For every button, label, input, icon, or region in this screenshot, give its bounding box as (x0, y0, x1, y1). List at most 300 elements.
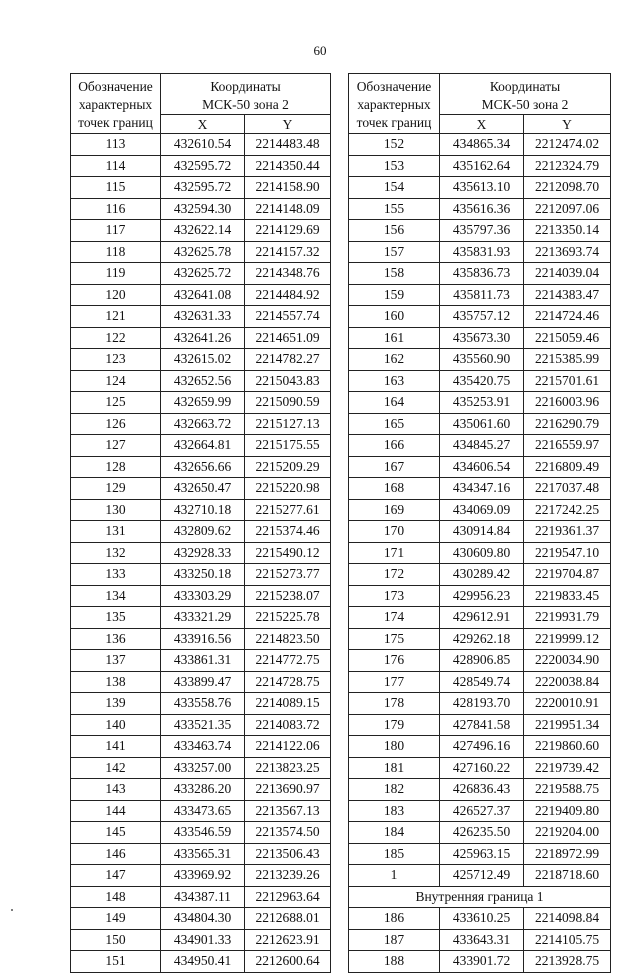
y-cell: 2219860.60 (524, 736, 611, 758)
point-id-cell: 171 (349, 542, 440, 564)
y-cell: 2219951.34 (524, 714, 611, 736)
table-row (349, 929, 611, 951)
point-id-cell: 144 (71, 800, 161, 822)
x-cell: 432622.14 (161, 220, 245, 242)
point-id-cell: 129 (71, 478, 161, 500)
y-cell: 2212600.64 (245, 951, 331, 973)
point-id-cell: 174 (349, 607, 440, 629)
x-cell: 435613.10 (440, 177, 524, 199)
table-row (349, 392, 611, 414)
y-cell: 2214350.44 (245, 155, 331, 177)
point-id-cell: 122 (71, 327, 161, 349)
y-cell: 2212474.02 (524, 134, 611, 156)
y-cell: 2214158.90 (245, 177, 331, 199)
x-cell: 427496.16 (440, 736, 524, 758)
x-cell: 426235.50 (440, 822, 524, 844)
header-coordinates (440, 74, 611, 115)
x-cell: 432659.99 (161, 392, 245, 414)
x-cell: 435061.60 (440, 413, 524, 435)
y-cell: 2215273.77 (245, 564, 331, 586)
table-row (71, 585, 331, 607)
x-cell: 432650.47 (161, 478, 245, 500)
x-cell: 428193.70 (440, 693, 524, 715)
y-cell: 2215238.07 (245, 585, 331, 607)
table-row (71, 327, 331, 349)
y-cell: 2216809.49 (524, 456, 611, 478)
y-cell: 2214129.69 (245, 220, 331, 242)
point-id-cell: 164 (349, 392, 440, 414)
x-cell: 427160.22 (440, 757, 524, 779)
x-cell: 434069.09 (440, 499, 524, 521)
point-id-cell: 140 (71, 714, 161, 736)
table-row (349, 284, 611, 306)
table-row (349, 220, 611, 242)
x-cell: 433463.74 (161, 736, 245, 758)
table-row (71, 671, 331, 693)
table-row (71, 306, 331, 328)
table-row (349, 413, 611, 435)
point-id-cell: 176 (349, 650, 440, 672)
x-cell: 433303.29 (161, 585, 245, 607)
x-cell: 434845.27 (440, 435, 524, 457)
y-cell: 2214728.75 (245, 671, 331, 693)
header-point-label (349, 74, 440, 134)
point-id-cell: 153 (349, 155, 440, 177)
x-cell: 433286.20 (161, 779, 245, 801)
point-id-cell: 138 (71, 671, 161, 693)
table-row (71, 349, 331, 371)
x-cell: 433521.35 (161, 714, 245, 736)
table-row (349, 134, 611, 156)
table-row (71, 843, 331, 865)
y-cell: 2213350.14 (524, 220, 611, 242)
header-coords-line-2: МСК-50 зона 2 (202, 97, 289, 112)
header-coords-line-2: МСК-50 зона 2 (481, 97, 569, 112)
y-cell: 2214483.48 (245, 134, 331, 156)
table-row (71, 542, 331, 564)
x-cell: 427841.58 (440, 714, 524, 736)
point-id-cell: 161 (349, 327, 440, 349)
x-cell: 435560.90 (440, 349, 524, 371)
x-cell: 435836.73 (440, 263, 524, 285)
point-id-cell: 143 (71, 779, 161, 801)
y-cell: 2215225.78 (245, 607, 331, 629)
x-cell: 432664.81 (161, 435, 245, 457)
x-cell: 425963.15 (440, 843, 524, 865)
point-id-cell: 113 (71, 134, 161, 156)
x-cell: 429612.91 (440, 607, 524, 629)
table-row (71, 650, 331, 672)
y-cell: 2213690.97 (245, 779, 331, 801)
point-id-cell: 116 (71, 198, 161, 220)
x-cell: 428906.85 (440, 650, 524, 672)
header-label-line-3: точек границ (78, 115, 153, 130)
table-row (349, 177, 611, 199)
y-cell: 2214823.50 (245, 628, 331, 650)
x-cell: 428549.74 (440, 671, 524, 693)
point-id-cell: 133 (71, 564, 161, 586)
x-cell: 435811.73 (440, 284, 524, 306)
point-id-cell: 156 (349, 220, 440, 242)
point-id-cell: 150 (71, 929, 161, 951)
point-id-cell: 173 (349, 585, 440, 607)
point-id-cell: 154 (349, 177, 440, 199)
table-row (349, 585, 611, 607)
table-row (71, 800, 331, 822)
x-cell: 433861.31 (161, 650, 245, 672)
y-cell: 2215209.29 (245, 456, 331, 478)
point-id-cell: 125 (71, 392, 161, 414)
table-row (71, 521, 331, 543)
x-cell: 433321.29 (161, 607, 245, 629)
scan-speck (11, 909, 13, 911)
point-id-cell: 155 (349, 198, 440, 220)
table-row (349, 693, 611, 715)
x-cell: 433969.92 (161, 865, 245, 887)
table-row (349, 241, 611, 263)
point-id-cell: 157 (349, 241, 440, 263)
y-cell: 2212097.06 (524, 198, 611, 220)
table-row (349, 607, 611, 629)
table-row (71, 886, 331, 908)
x-cell: 432625.78 (161, 241, 245, 263)
x-cell: 432595.72 (161, 155, 245, 177)
x-cell: 434901.33 (161, 929, 245, 951)
table-row (71, 628, 331, 650)
table-row (349, 370, 611, 392)
y-cell: 2215127.13 (245, 413, 331, 435)
y-cell: 2214782.27 (245, 349, 331, 371)
x-cell: 435797.36 (440, 220, 524, 242)
x-cell: 434865.34 (440, 134, 524, 156)
y-cell: 2220038.84 (524, 671, 611, 693)
table-row (71, 607, 331, 629)
y-cell: 2219999.12 (524, 628, 611, 650)
y-cell: 2212963.64 (245, 886, 331, 908)
section-row (349, 886, 611, 908)
y-cell: 2219409.80 (524, 800, 611, 822)
point-id-cell: 121 (71, 306, 161, 328)
y-cell: 2214383.47 (524, 284, 611, 306)
y-cell: 2213567.13 (245, 800, 331, 822)
y-cell: 2212688.01 (245, 908, 331, 930)
table-row (71, 757, 331, 779)
x-cell: 429262.18 (440, 628, 524, 650)
x-cell: 434804.30 (161, 908, 245, 930)
x-cell: 432652.56 (161, 370, 245, 392)
point-id-cell: 134 (71, 585, 161, 607)
point-id-cell: 186 (349, 908, 440, 930)
x-cell: 432656.66 (161, 456, 245, 478)
y-cell: 2213693.74 (524, 241, 611, 263)
y-cell: 2213928.75 (524, 951, 611, 973)
x-cell: 434387.11 (161, 886, 245, 908)
point-id-cell: 160 (349, 306, 440, 328)
point-id-cell: 182 (349, 779, 440, 801)
header-label-line-1: Обозначение (356, 79, 432, 94)
table-row (71, 413, 331, 435)
point-id-cell: 181 (349, 757, 440, 779)
page-number: 60 (313, 43, 327, 58)
point-id-cell: 187 (349, 929, 440, 951)
y-cell: 2214039.04 (524, 263, 611, 285)
point-id-cell: 172 (349, 564, 440, 586)
point-id-cell: 175 (349, 628, 440, 650)
header-x: X (161, 115, 245, 134)
y-cell: 2219588.75 (524, 779, 611, 801)
table-row (71, 714, 331, 736)
header-label-line-1: Обозначение (78, 79, 153, 94)
table-body-right (349, 134, 611, 973)
x-cell: 432610.54 (161, 134, 245, 156)
header-coords-line-1: Координаты (489, 79, 561, 94)
table-row (349, 800, 611, 822)
x-cell: 435831.93 (440, 241, 524, 263)
table-row (349, 843, 611, 865)
point-id-cell: 185 (349, 843, 440, 865)
table-row (349, 908, 611, 930)
table-row (349, 736, 611, 758)
header-y: Y (245, 115, 331, 134)
y-cell: 2215374.46 (245, 521, 331, 543)
x-cell: 433643.31 (440, 929, 524, 951)
y-cell: 2215043.83 (245, 370, 331, 392)
x-cell: 432631.33 (161, 306, 245, 328)
table-row (349, 499, 611, 521)
y-cell: 2214105.75 (524, 929, 611, 951)
table-row (71, 865, 331, 887)
x-cell: 434347.16 (440, 478, 524, 500)
x-cell: 433558.76 (161, 693, 245, 715)
header-x: X (440, 115, 524, 134)
x-cell: 435616.36 (440, 198, 524, 220)
table-row (349, 822, 611, 844)
point-id-cell: 124 (71, 370, 161, 392)
y-cell: 2215277.61 (245, 499, 331, 521)
y-cell: 2218972.99 (524, 843, 611, 865)
point-id-cell: 123 (71, 349, 161, 371)
y-cell: 2215175.55 (245, 435, 331, 457)
table-row (71, 779, 331, 801)
point-id-cell: 119 (71, 263, 161, 285)
point-id-cell: 130 (71, 499, 161, 521)
point-id-cell: 146 (71, 843, 161, 865)
table-row (71, 134, 331, 156)
table-row (349, 198, 611, 220)
table-row (71, 370, 331, 392)
header-label-line-3: точек границ (356, 115, 432, 130)
header-coords-line-1: Координаты (210, 79, 281, 94)
coordinates-table-right (348, 73, 611, 973)
table-row (71, 241, 331, 263)
y-cell: 2217242.25 (524, 499, 611, 521)
point-id-cell: 128 (71, 456, 161, 478)
point-id-cell: 141 (71, 736, 161, 758)
x-cell: 433901.72 (440, 951, 524, 973)
table-row (349, 757, 611, 779)
table-row (71, 284, 331, 306)
y-cell: 2214089.15 (245, 693, 331, 715)
y-cell: 2213506.43 (245, 843, 331, 865)
y-cell: 2216559.97 (524, 435, 611, 457)
header-coordinates (161, 74, 331, 115)
point-id-cell: 163 (349, 370, 440, 392)
y-cell: 2214772.75 (245, 650, 331, 672)
y-cell: 2219704.87 (524, 564, 611, 586)
x-cell: 432710.18 (161, 499, 245, 521)
y-cell: 2219361.37 (524, 521, 611, 543)
point-id-cell: 168 (349, 478, 440, 500)
x-cell: 430914.84 (440, 521, 524, 543)
x-cell: 426527.37 (440, 800, 524, 822)
table-row (349, 564, 611, 586)
x-cell: 433899.47 (161, 671, 245, 693)
y-cell: 2214484.92 (245, 284, 331, 306)
table-row (349, 650, 611, 672)
point-id-cell: 149 (71, 908, 161, 930)
x-cell: 432594.30 (161, 198, 245, 220)
table-row (349, 671, 611, 693)
x-cell: 426836.43 (440, 779, 524, 801)
point-id-cell: 1 (349, 865, 440, 887)
x-cell: 433610.25 (440, 908, 524, 930)
table-row (349, 478, 611, 500)
header-y: Y (524, 115, 611, 134)
y-cell: 2212623.91 (245, 929, 331, 951)
x-cell: 433257.00 (161, 757, 245, 779)
table-row (71, 263, 331, 285)
point-id-cell: 183 (349, 800, 440, 822)
table-row (71, 220, 331, 242)
point-id-cell: 126 (71, 413, 161, 435)
table-row (349, 155, 611, 177)
point-id-cell: 178 (349, 693, 440, 715)
x-cell: 433916.56 (161, 628, 245, 650)
y-cell: 2214348.76 (245, 263, 331, 285)
y-cell: 2216290.79 (524, 413, 611, 435)
table-row (349, 456, 611, 478)
y-cell: 2219931.79 (524, 607, 611, 629)
table-row (71, 499, 331, 521)
x-cell: 430609.80 (440, 542, 524, 564)
table-row (71, 198, 331, 220)
y-cell: 2215090.59 (245, 392, 331, 414)
table-row (349, 628, 611, 650)
table-row (71, 951, 331, 973)
x-cell: 435673.30 (440, 327, 524, 349)
point-id-cell: 142 (71, 757, 161, 779)
x-cell: 430289.42 (440, 564, 524, 586)
table-row (71, 908, 331, 930)
point-id-cell: 117 (71, 220, 161, 242)
table-row (349, 865, 611, 887)
y-cell: 2215220.98 (245, 478, 331, 500)
point-id-cell: 184 (349, 822, 440, 844)
table-row (349, 779, 611, 801)
point-id-cell: 169 (349, 499, 440, 521)
point-id-cell: 135 (71, 607, 161, 629)
point-id-cell: 179 (349, 714, 440, 736)
x-cell: 429956.23 (440, 585, 524, 607)
y-cell: 2212324.79 (524, 155, 611, 177)
y-cell: 2218718.60 (524, 865, 611, 887)
point-id-cell: 118 (71, 241, 161, 263)
x-cell: 433546.59 (161, 822, 245, 844)
table-row (71, 736, 331, 758)
y-cell: 2214157.32 (245, 241, 331, 263)
x-cell: 434950.41 (161, 951, 245, 973)
x-cell: 435757.12 (440, 306, 524, 328)
point-id-cell: 148 (71, 886, 161, 908)
x-cell: 435162.64 (440, 155, 524, 177)
y-cell: 2219204.00 (524, 822, 611, 844)
y-cell: 2214651.09 (245, 327, 331, 349)
x-cell: 432928.33 (161, 542, 245, 564)
y-cell: 2213823.25 (245, 757, 331, 779)
point-id-cell: 132 (71, 542, 161, 564)
point-id-cell: 170 (349, 521, 440, 543)
x-cell: 433250.18 (161, 564, 245, 586)
point-id-cell: 131 (71, 521, 161, 543)
x-cell: 433565.31 (161, 843, 245, 865)
table-row (71, 564, 331, 586)
y-cell: 2215059.46 (524, 327, 611, 349)
table-row (71, 822, 331, 844)
point-id-cell: 188 (349, 951, 440, 973)
point-id-cell: 120 (71, 284, 161, 306)
y-cell: 2216003.96 (524, 392, 611, 414)
y-cell: 2219833.45 (524, 585, 611, 607)
table-row (71, 929, 331, 951)
point-id-cell: 167 (349, 456, 440, 478)
table-row (349, 951, 611, 973)
table-row (71, 693, 331, 715)
x-cell: 432809.62 (161, 521, 245, 543)
y-cell: 2213239.26 (245, 865, 331, 887)
point-id-cell: 147 (71, 865, 161, 887)
point-id-cell: 165 (349, 413, 440, 435)
point-id-cell: 114 (71, 155, 161, 177)
table-row (349, 435, 611, 457)
point-id-cell: 139 (71, 693, 161, 715)
x-cell: 425712.49 (440, 865, 524, 887)
table-row (349, 306, 611, 328)
y-cell: 2214724.46 (524, 306, 611, 328)
point-id-cell: 180 (349, 736, 440, 758)
x-cell: 432641.26 (161, 327, 245, 349)
table-row (349, 521, 611, 543)
point-id-cell: 137 (71, 650, 161, 672)
y-cell: 2214083.72 (245, 714, 331, 736)
y-cell: 2215385.99 (524, 349, 611, 371)
y-cell: 2217037.48 (524, 478, 611, 500)
table-row (349, 714, 611, 736)
point-id-cell: 158 (349, 263, 440, 285)
table-row (71, 435, 331, 457)
table-row (349, 327, 611, 349)
point-id-cell: 136 (71, 628, 161, 650)
table-row (349, 542, 611, 564)
header-point-label (71, 74, 161, 134)
x-cell: 435420.75 (440, 370, 524, 392)
x-cell: 432641.08 (161, 284, 245, 306)
point-id-cell: 159 (349, 284, 440, 306)
coordinates-table-left (70, 73, 331, 973)
y-cell: 2215490.12 (245, 542, 331, 564)
y-cell: 2219547.10 (524, 542, 611, 564)
y-cell: 2215701.61 (524, 370, 611, 392)
point-id-cell: 145 (71, 822, 161, 844)
